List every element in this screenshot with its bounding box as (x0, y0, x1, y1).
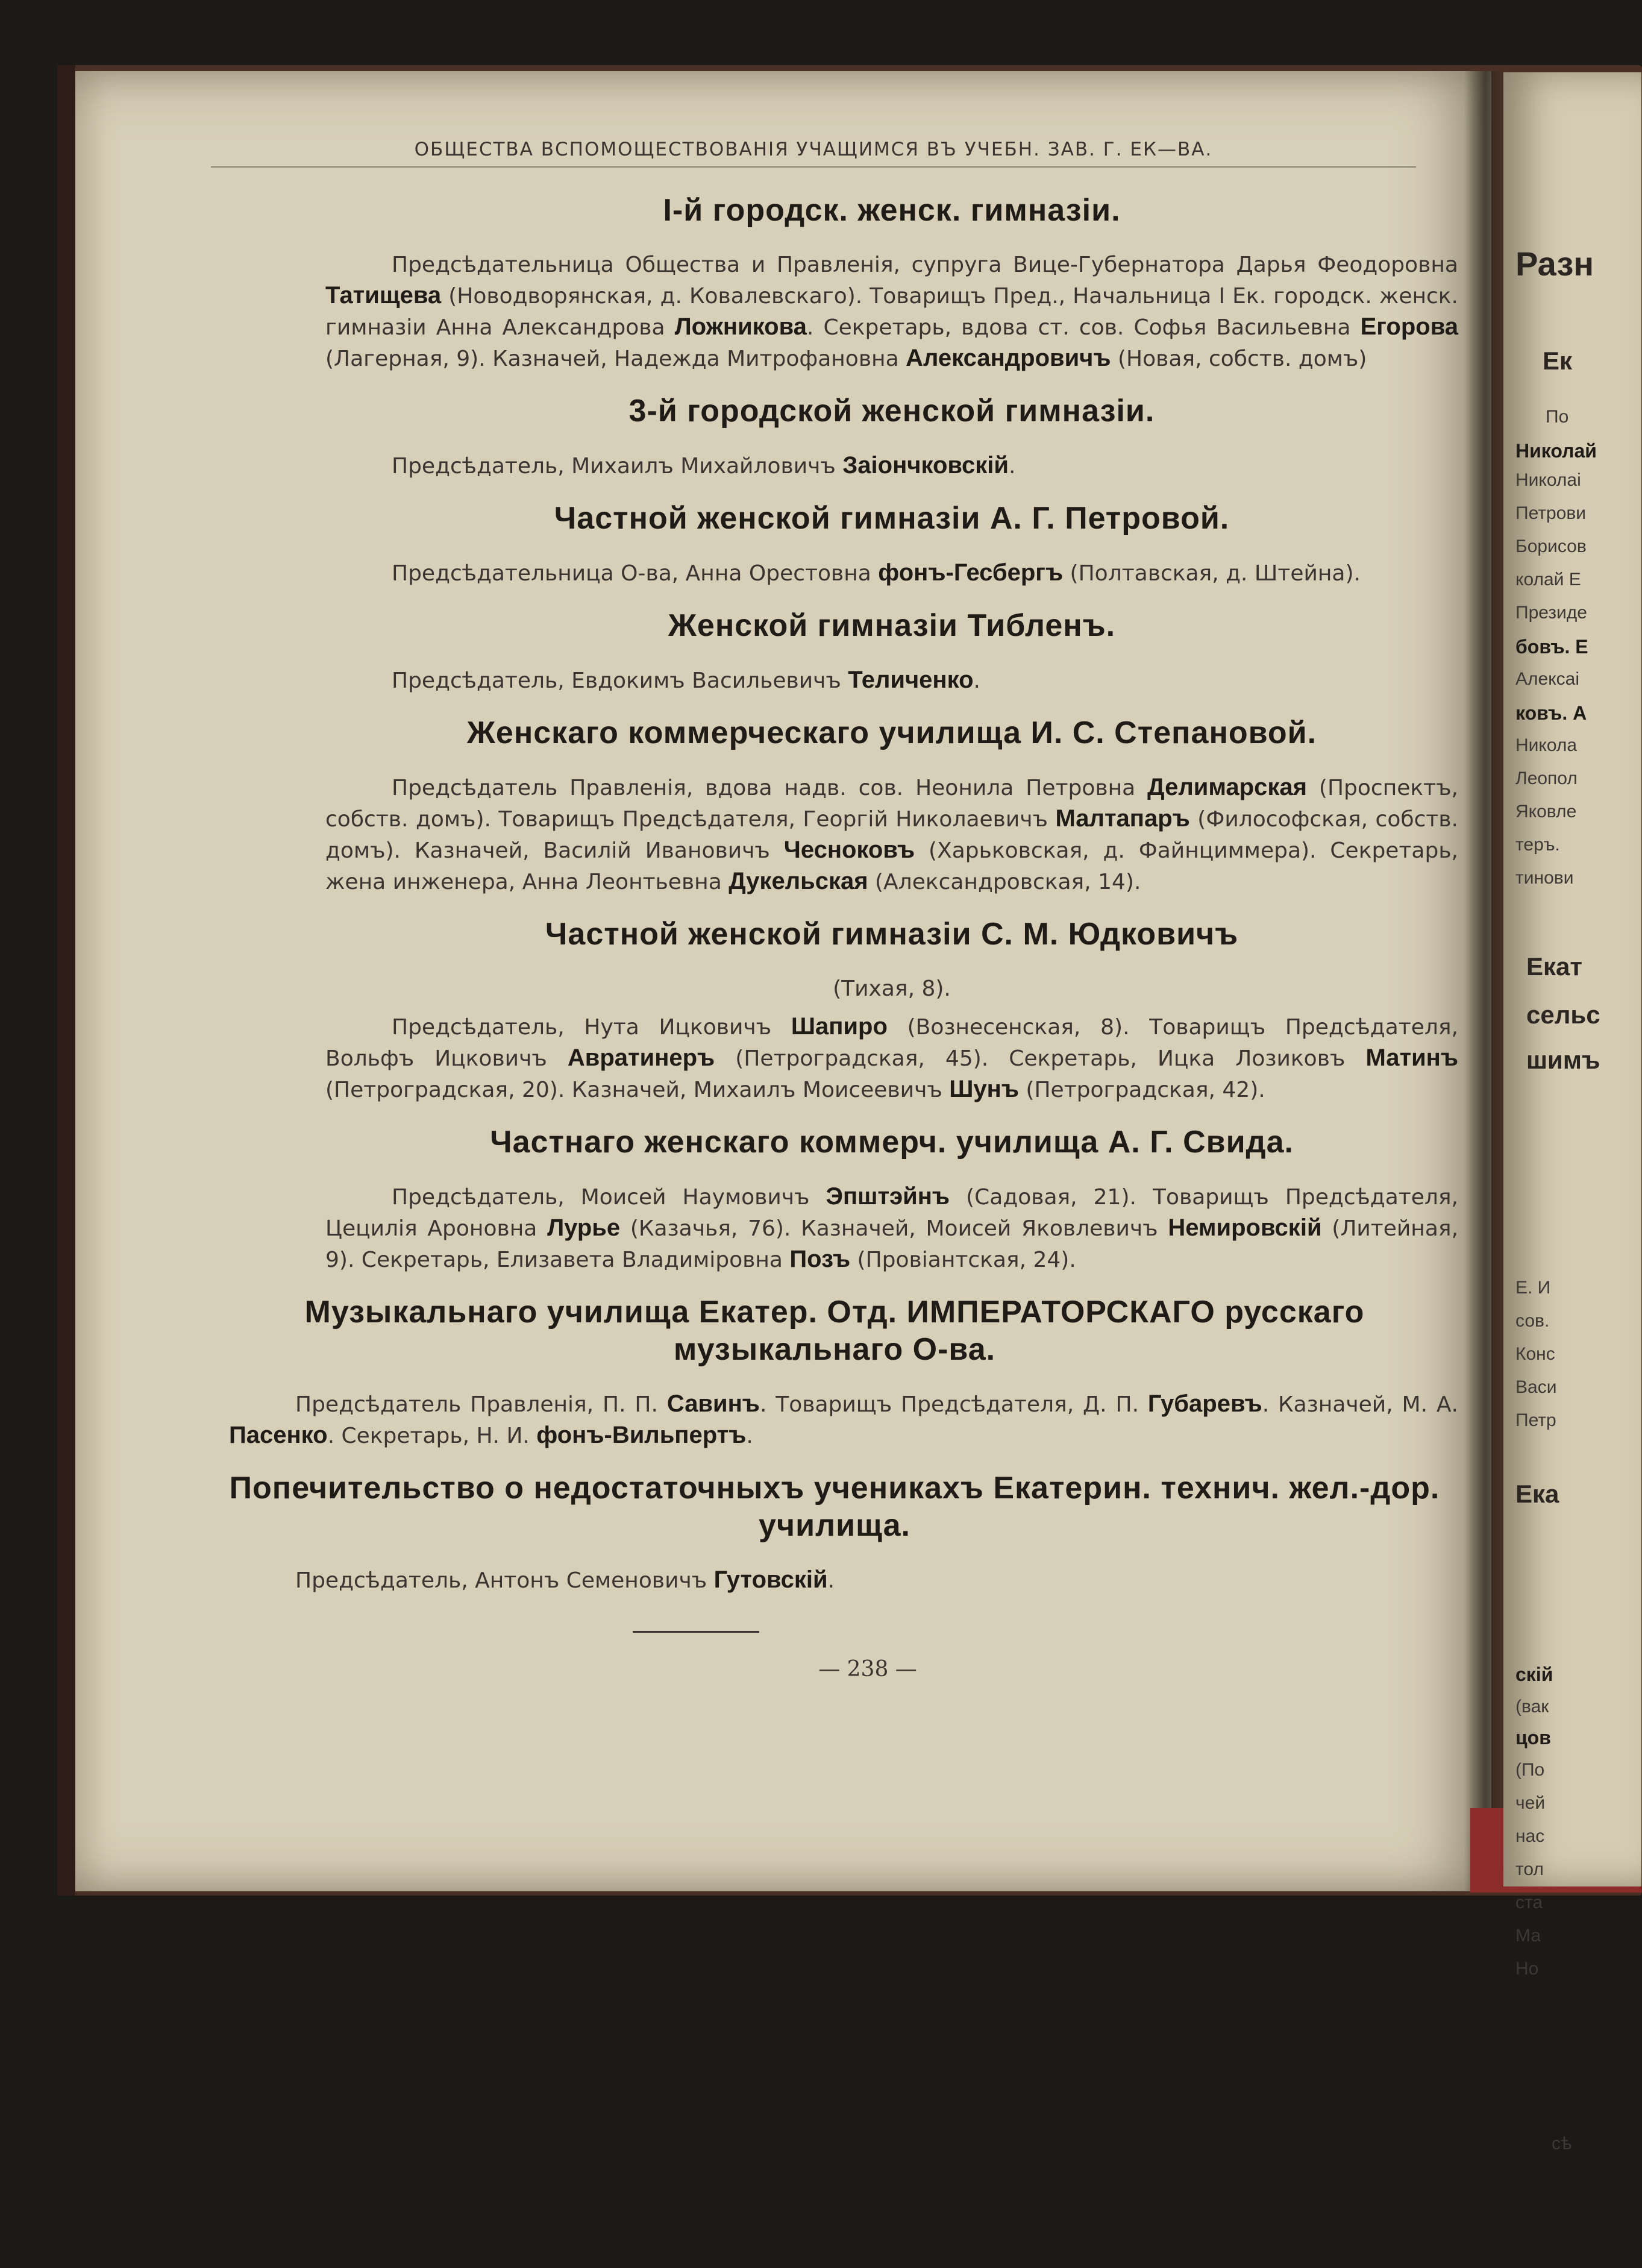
person-surname: Татищева (325, 282, 442, 309)
body-text: (Петроградская, 42). (1018, 1078, 1265, 1102)
right-page-line: сов. (1515, 1311, 1550, 1331)
right-page-line: Е. И (1515, 1278, 1551, 1298)
body-text: Предсѣдательница Общества и Правленія, супруга Вице-Губернатора Дарья Феодоровна (392, 253, 1458, 277)
section-body (325, 450, 1458, 482)
right-page-line: чей (1515, 1793, 1546, 1813)
section-body (325, 558, 1458, 589)
right-page-line: Петрови (1515, 503, 1587, 523)
end-rule (633, 1631, 759, 1633)
person-surname: Александровичъ (906, 345, 1111, 371)
right-page-line: Борисов (1515, 536, 1587, 556)
right-page-line: Васи (1515, 1377, 1557, 1397)
body-text: (Казачья, 76). Казначей, Моисей Яковлевичъ (620, 1216, 1168, 1241)
body-text: (Проспектъ, собств. домъ). Товарищъ Предсѣдателя, Георгій Николаевичъ (325, 776, 1458, 832)
right-page-line: Разн (1515, 245, 1594, 283)
person-surname: Заіончковскій (842, 452, 1009, 479)
running-head: ОБЩЕСТВА ВСПОМОЩЕСТВОВАНІЯ УЧАЩИМСЯ ВЪ УЧЕБН. ЗАВ. Г. ЕК—ВА. (211, 139, 1416, 168)
right-page-line: Алексаі (1515, 669, 1580, 689)
person-surname: Малтапаръ (1055, 805, 1190, 832)
body-text: Предсѣдатель, Евдокимъ Васильевичъ (392, 668, 848, 693)
section-body (325, 1181, 1458, 1275)
right-page-line: Конс (1515, 1344, 1555, 1364)
body-text: . (1008, 454, 1016, 479)
body-text: (Садовая, 21). Товарищъ Предсѣдателя, Цецилія Ароновна (325, 1185, 1458, 1241)
right-page-line: Ек (1543, 347, 1573, 375)
section-title: 3-й городской женской гимназіи. (628, 394, 1155, 429)
right-page-line: сельс (1526, 1000, 1600, 1029)
right-page-line: Николай (1515, 440, 1597, 462)
right-page-line: ста (1515, 1893, 1543, 1912)
section-title: Музыкальнаго училища Екатер. Отд. ИМПЕРАТОРСКАГО русскаго музыкальнаго О-ва. (304, 1295, 1365, 1367)
right-page-line: Петр (1515, 1410, 1556, 1430)
right-page-line: Екат (1526, 952, 1582, 981)
body-text: (Философская, собств. домъ). Казначей, Василій Ивановичъ (325, 807, 1458, 863)
right-page (1503, 72, 1641, 2153)
right-page-line: (По (1515, 1760, 1545, 1780)
body-text: (Новая, собств. домъ) (1111, 347, 1367, 371)
body-text: (Петроградская, 20). Казначей, Михаилъ Моисеевичъ (325, 1078, 950, 1102)
person-surname: Шапиро (791, 1013, 888, 1040)
right-page-line: тинови (1515, 868, 1574, 888)
body-text: . Казначей, М. А. (1262, 1392, 1458, 1417)
right-page-line: Президе (1515, 603, 1587, 623)
body-text: . Товарищъ Предсѣдателя, Д. П. (759, 1392, 1148, 1417)
right-page-line: Ека (1515, 1480, 1559, 1508)
body-text: Предсѣдатель, Нута Ицковичъ (392, 1015, 791, 1040)
section-title: Частной женской гимназіи А. Г. Петровой. (554, 501, 1230, 536)
body-text: (Литейная, 9). Секретарь, Елизавета Владиміровна (325, 1216, 1459, 1272)
person-surname: Немировскій (1168, 1214, 1322, 1241)
person-surname: Делимарская (1147, 774, 1307, 800)
body-text: (Лагерная, 9). Казначей, Надежда Митрофановна (325, 347, 906, 371)
person-surname: Позъ (789, 1246, 851, 1272)
body-text: Предсѣдатель, Михаилъ Михайловичъ (392, 454, 843, 479)
section-subtitle: (Тихая, 8). (833, 976, 951, 1001)
right-page-line: Николаі (1515, 470, 1581, 490)
right-page-line: Никола (1515, 735, 1578, 755)
section-body (229, 1389, 1458, 1451)
page-number: — 238 — (818, 1657, 917, 1682)
person-surname: фонъ-Вильпертъ (536, 1422, 747, 1448)
right-page-line: цов (1515, 1727, 1551, 1748)
page-content (229, 139, 1459, 1682)
body-text: . Секретарь, Н. И. (327, 1424, 537, 1448)
person-surname: Теличенко (848, 667, 974, 693)
body-text: Предсѣдатель, Моисей Наумовичъ (392, 1185, 826, 1210)
section-body (325, 665, 1458, 696)
person-surname: Гутовскій (713, 1566, 828, 1593)
body-text: (Полтавская, д. Штейна). (1063, 561, 1361, 586)
body-text: (Новодворянская, д. Ковалевскаго). Товарищъ Пред., Начальница І Ек. городск. женск. гимназіи Анна Александрова (325, 284, 1458, 340)
section-title: Женской гимназіи Тибленъ. (668, 608, 1116, 643)
right-page-line: Леопол (1515, 768, 1578, 788)
book-spine-edge (57, 65, 75, 1896)
section-title: Частнаго женскаго коммерч. училища А. Г. Свида. (490, 1125, 1294, 1160)
right-page-line: По (1546, 407, 1569, 427)
body-text: Предсѣдательница О-ва, Анна Орестовна (392, 561, 879, 586)
person-surname: Эпштэйнъ (826, 1183, 950, 1210)
person-surname: Дукельская (729, 868, 868, 894)
right-page-line: бовъ. Е (1515, 636, 1588, 658)
section-title: Женскаго коммерческаго училища И. С. Степановой. (466, 715, 1317, 750)
body-text: Предсѣдатель, Антонъ Семеновичъ (295, 1568, 714, 1593)
section-body (325, 772, 1458, 897)
section-body (325, 250, 1458, 374)
body-text: (Харьковская, д. Файнциммера). Секретарь, жена инженера, Анна Леонтьевна (325, 838, 1458, 894)
person-surname: Губаревъ (1147, 1390, 1262, 1417)
body-text: Предсѣдатель Правленія, вдова надв. сов. Неонила Петровна (392, 776, 1148, 800)
right-page-line: (вак (1515, 1697, 1549, 1717)
body-text: (Вознесенская, 8). Товарищъ Предсѣдателя, Вольфъ Ицковичъ (325, 1015, 1458, 1071)
section-title: І-й городск. женск. гимназіи. (663, 193, 1121, 228)
page-gutter (1464, 71, 1506, 1891)
person-surname: Пасенко (229, 1422, 328, 1448)
right-page-line: Ма (1515, 1926, 1541, 1946)
right-page-line: скій (1515, 1663, 1553, 1685)
body-text: . Секретарь, вдова ст. сов. Софья Васильевна (806, 315, 1361, 340)
sections-list (229, 192, 1459, 1596)
right-page-line: ковъ. А (1515, 702, 1587, 724)
right-page-line: колай Е (1515, 570, 1581, 589)
right-page-line: нас (1515, 1826, 1545, 1846)
body-text: . (973, 668, 980, 693)
body-text: (Петроградская, 45). Секретарь, Ицка Лозиковъ (715, 1046, 1366, 1071)
person-surname: Лурье (547, 1214, 621, 1241)
person-surname: Чесноковъ (783, 837, 915, 863)
section-title: Попечительство о недостаточныхъ ученикахъ Екатерин. технич. жел.-дор. училища. (229, 1471, 1440, 1543)
right-page-line: шимъ (1526, 1046, 1600, 1074)
section-body (325, 1011, 1458, 1105)
person-surname: Шунъ (949, 1076, 1019, 1102)
person-surname: Егорова (1360, 313, 1458, 340)
body-text: (Провіантская, 24). (850, 1248, 1076, 1272)
person-surname: Матинъ (1365, 1044, 1458, 1071)
person-surname: Савинъ (666, 1390, 760, 1417)
person-surname: Авратинеръ (567, 1044, 715, 1071)
right-page-line: Яковле (1515, 802, 1577, 821)
section-body (229, 1565, 1458, 1596)
person-surname: фонъ-Гесбергъ (878, 559, 1064, 586)
person-surname: Ложникова (674, 313, 807, 340)
body-text: . (746, 1424, 753, 1448)
section-title: Частной женской гимназіи С. М. Юдковичъ (545, 917, 1239, 952)
right-page-line: теръ. (1515, 835, 1560, 855)
right-page-line: тол (1515, 1859, 1544, 1879)
body-text: (Александровская, 14). (868, 870, 1141, 894)
body-text: . (827, 1568, 835, 1593)
body-text: Предсѣдатель Правленія, П. П. (295, 1392, 667, 1417)
right-page-line: Но (1515, 1959, 1539, 1979)
right-page-line: сѣ (1552, 2134, 1572, 2153)
